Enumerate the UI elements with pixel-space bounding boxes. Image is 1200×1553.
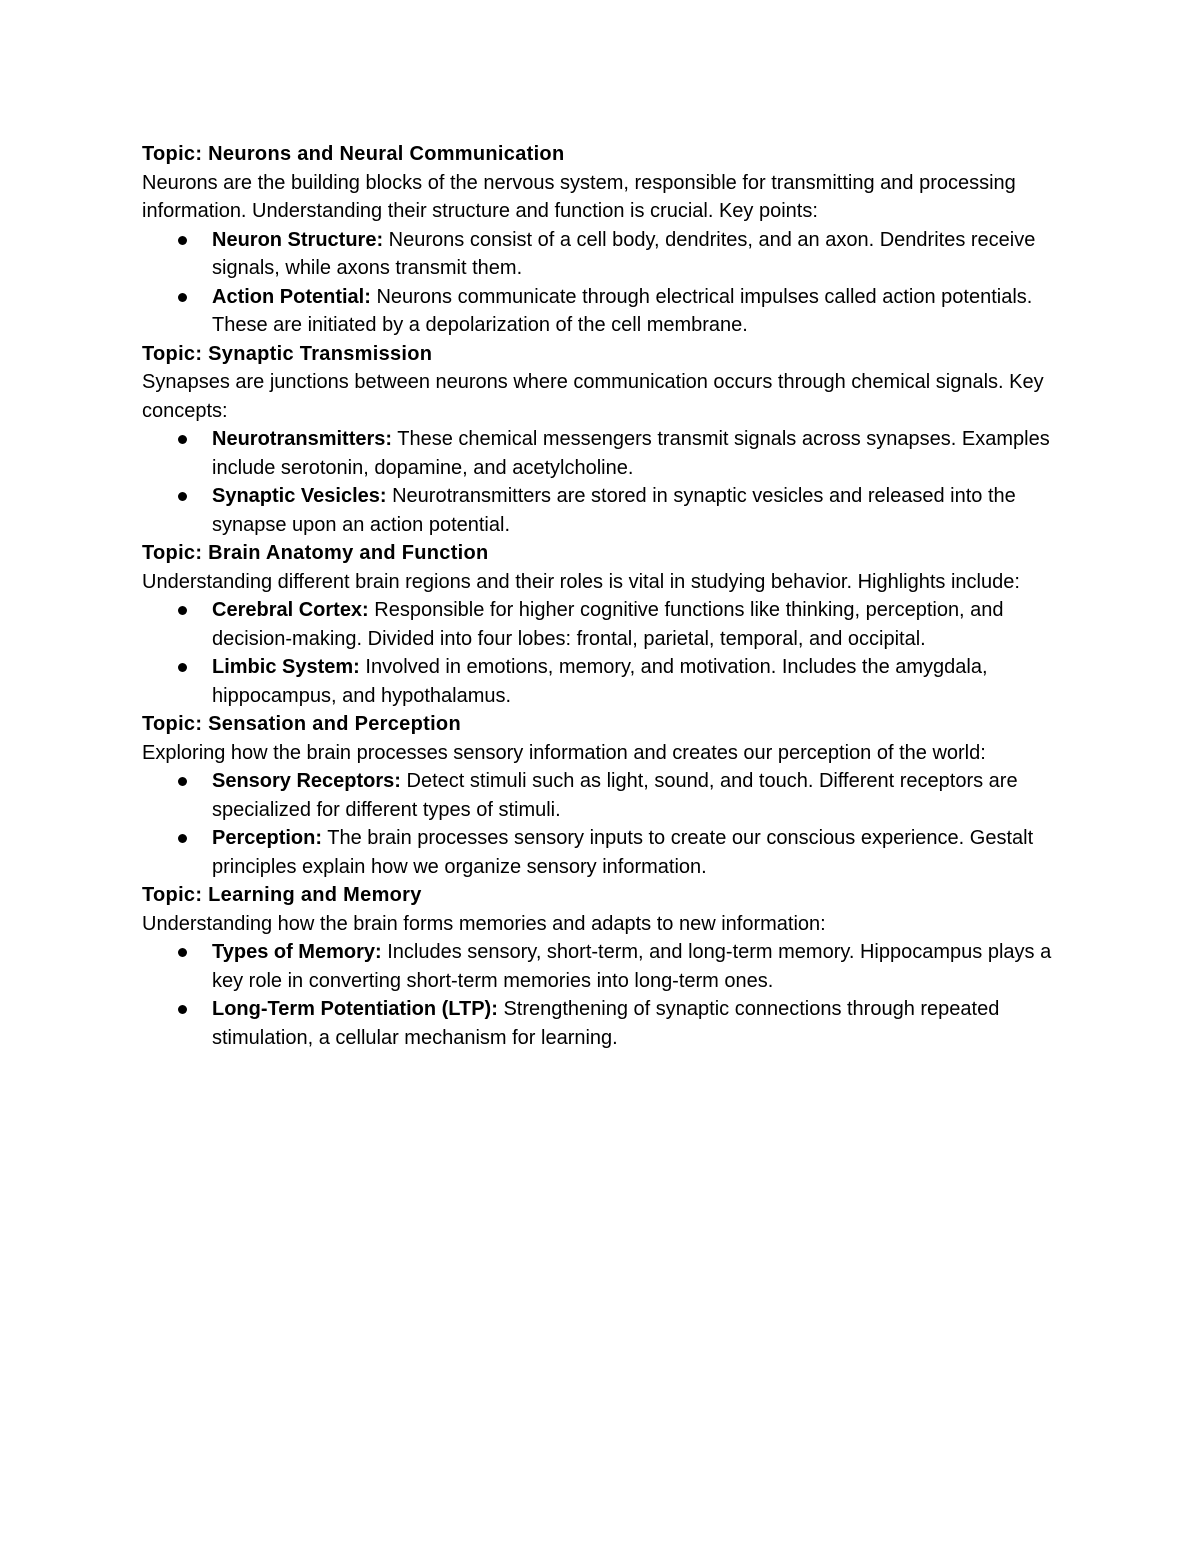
topic-intro: Synapses are junctions between neurons where communication occurs through chemical signals. Key concepts: bbox=[142, 371, 1044, 422]
topic-section bbox=[142, 539, 1062, 710]
bullet-icon bbox=[178, 236, 187, 245]
list-item bbox=[142, 283, 1062, 340]
list-item bbox=[142, 596, 1062, 653]
point-text: Neurons consist of a cell body, dendrites, and an axon. Dendrites receive signals, while axons transmit them. bbox=[212, 228, 1036, 279]
point-term: Neurotransmitters: bbox=[212, 428, 393, 450]
list-item bbox=[142, 653, 1062, 710]
point-text: These chemical messengers transmit signals across synapses. Examples include serotonin, dopamine, and acetylcholine. bbox=[212, 428, 1050, 479]
topic-heading: Topic: Sensation and Perception bbox=[142, 713, 461, 735]
point-term: Types of Memory: bbox=[212, 941, 382, 963]
point-text: Responsible for higher cognitive functions like thinking, perception, and decision-making. Divided into four lobes: frontal, parietal, temporal, and occipital. bbox=[212, 599, 1004, 650]
list-item bbox=[142, 938, 1062, 995]
bullet-icon bbox=[178, 834, 187, 843]
topic-section bbox=[142, 140, 1062, 340]
point-term: Action Potential: bbox=[212, 285, 371, 308]
key-points-list bbox=[142, 596, 1062, 710]
topic-intro: Exploring how the brain processes sensory information and creates our perception of the world: bbox=[142, 741, 986, 764]
point-term: Sensory Receptors: bbox=[212, 770, 401, 792]
topic-heading: Topic: Brain Anatomy and Function bbox=[142, 542, 489, 564]
list-item bbox=[142, 767, 1062, 824]
topic-intro: Neurons are the building blocks of the nervous system, responsible for transmitting and processing information. Understanding their structure and function is crucial. Key points: bbox=[142, 171, 1016, 222]
topic-section bbox=[142, 710, 1062, 881]
point-term: Limbic System: bbox=[212, 656, 360, 678]
bullet-icon bbox=[178, 293, 187, 302]
bullet-icon bbox=[178, 606, 187, 615]
point-text: Includes sensory, short-term, and long-term memory. Hippocampus plays a key role in converting short-term memories into long-term ones. bbox=[212, 941, 1052, 992]
topic-intro: Understanding how the brain forms memories and adapts to new information: bbox=[142, 912, 826, 935]
point-text: Strengthening of synaptic connections through repeated stimulation, a cellular mechanism for learning. bbox=[212, 998, 1000, 1049]
point-text: Detect stimuli such as light, sound, and touch. Different receptors are specialized for different types of stimuli. bbox=[212, 770, 1018, 821]
point-term: Synaptic Vesicles: bbox=[212, 485, 387, 507]
document-body bbox=[142, 140, 1062, 1052]
list-item bbox=[142, 824, 1062, 881]
topic-section bbox=[142, 881, 1062, 1052]
key-points-list bbox=[142, 226, 1062, 340]
point-text: The brain processes sensory inputs to create our conscious experience. Gestalt principles explain how we organize sensory information. bbox=[212, 827, 1034, 878]
topic-intro: Understanding different brain regions and their roles is vital in studying behavior. Highlights include: bbox=[142, 570, 1020, 593]
topic-heading: Topic: Neurons and Neural Communication bbox=[142, 143, 565, 165]
point-term: Long-Term Potentiation (LTP): bbox=[212, 998, 498, 1020]
topic-heading: Topic: Learning and Memory bbox=[142, 884, 422, 906]
list-item bbox=[142, 995, 1062, 1052]
list-item bbox=[142, 482, 1062, 539]
bullet-icon bbox=[178, 435, 187, 444]
topic-section bbox=[142, 340, 1062, 540]
point-term: Cerebral Cortex: bbox=[212, 599, 369, 621]
bullet-icon bbox=[178, 663, 187, 672]
key-points-list bbox=[142, 425, 1062, 539]
key-points-list bbox=[142, 767, 1062, 881]
point-term: Perception: bbox=[212, 827, 323, 849]
bullet-icon bbox=[178, 777, 187, 786]
point-term: Neuron Structure: bbox=[212, 228, 384, 251]
bullet-icon bbox=[178, 948, 187, 957]
point-text: Involved in emotions, memory, and motivation. Includes the amygdala, hippocampus, and hypothalamus. bbox=[212, 656, 988, 707]
point-text: Neurons communicate through electrical impulses called action potentials. These are initiated by a depolarization of the cell membrane. bbox=[212, 285, 1033, 336]
list-item bbox=[142, 226, 1062, 283]
list-item bbox=[142, 425, 1062, 482]
point-text: Neurotransmitters are stored in synaptic vesicles and released into the synapse upon an action potential. bbox=[212, 485, 1016, 536]
key-points-list bbox=[142, 938, 1062, 1052]
bullet-icon bbox=[178, 492, 187, 501]
topic-heading: Topic: Synaptic Transmission bbox=[142, 342, 433, 365]
bullet-icon bbox=[178, 1005, 187, 1014]
